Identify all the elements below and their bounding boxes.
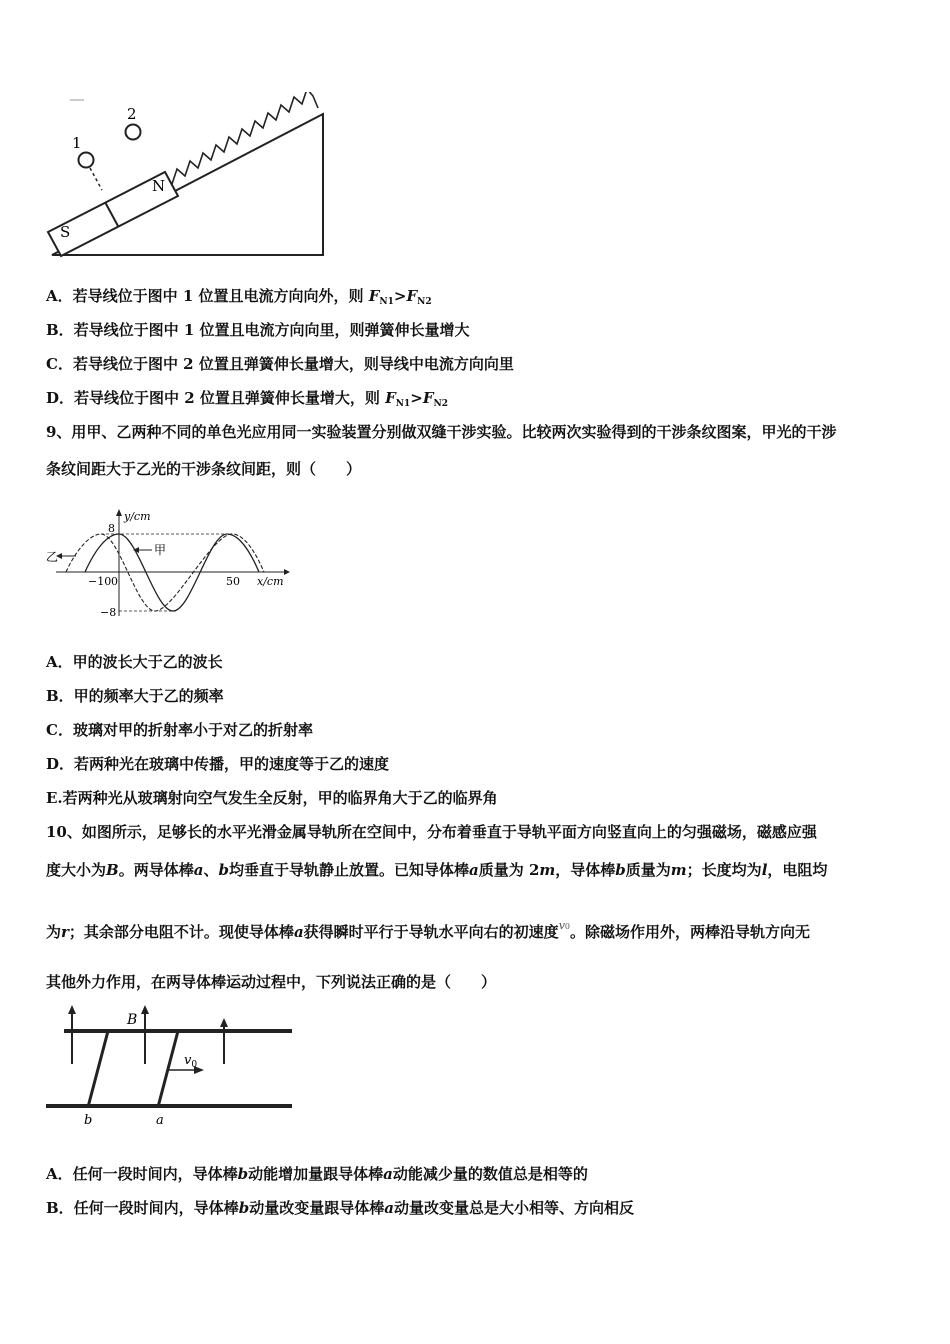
y-axis-label: y/cm (124, 510, 151, 523)
magnet-s-label: S (60, 223, 71, 241)
magnet-incline-figure (40, 92, 330, 262)
q8-option-c: C．若导线位于图中 2 位置且弹簧伸长量增大，则导线中电流方向向里 (46, 355, 514, 373)
q10-stem-line2: 度大小为B。两导体棒a、b均垂直于导轨静止放置。已知导体棒a质量为 2m，导体棒b质量为m；长度均为l，电阻均 (46, 861, 828, 879)
label-yi: 乙 (46, 550, 59, 564)
q8-option-d: D．若导线位于图中 2 位置且弹簧伸长量增大，则 $F_{N1}>F_{N2}$ (46, 389, 449, 409)
rod-a (158, 1031, 178, 1107)
q8-option-a: A．若导线位于图中 1 位置且电流方向向外，则 $F_{N1}>F_{N2}$ (46, 287, 432, 307)
tick-neg10: −10 (88, 575, 112, 588)
q9-option-d: D．若两种光在玻璃中传播，甲的速度等于乙的速度 (46, 755, 390, 773)
q9-option-c: C．玻璃对甲的折射率小于对乙的折射率 (46, 721, 313, 739)
rod-a-label: a (156, 1113, 164, 1128)
wire-position-1 (79, 153, 94, 168)
rails-figure (44, 1004, 296, 1132)
q10-option-b: B．任何一段时间内，导体棒b动量改变量跟导体棒a动量改变量总是大小相等、方向相反 (46, 1199, 634, 1217)
q9-stem-line2: 条纹间距大于乙光的干涉条纹间距，则（ ） (46, 460, 362, 478)
tick-neg8: −8 (100, 606, 117, 619)
wave-graph-figure (44, 506, 294, 624)
wire-label-1: 1 (72, 134, 82, 152)
label-jia: 甲 (154, 543, 167, 557)
bottom-rail (46, 1104, 292, 1108)
x-axis-label: x/cm (257, 575, 284, 588)
q9-option-a: A．甲的波长大于乙的波长 (46, 653, 223, 671)
wire-label-2: 2 (127, 105, 137, 123)
tick-0: 0 (111, 575, 118, 588)
q8-option-b: B．若导线位于图中 1 位置且电流方向向里，则弹簧伸长量增大 (46, 321, 470, 339)
q9-option-b: B．甲的频率大于乙的频率 (46, 687, 224, 705)
q10-stem-line3: 为r；其余部分电阻不计。现使导体棒a获得瞬时平行于导轨水平向右的初速度$^{v0}$。除磁场作用外，两棒沿导轨方向无 (46, 919, 811, 941)
tick-50: 50 (226, 575, 240, 588)
rod-b (88, 1031, 108, 1107)
tick-8: 8 (108, 522, 115, 535)
q10-option-a: A．任何一段时间内，导体棒b动能增加量跟导体棒a动能减少量的数值总是相等的 (46, 1165, 588, 1183)
b-field-label: B (127, 1012, 138, 1028)
wire-position-2 (126, 125, 141, 140)
rod-b-label: b (84, 1113, 93, 1128)
v0-label: $v_0$ (184, 1053, 198, 1070)
magnet-n-label: N (152, 177, 166, 195)
q9-option-e: E.若两种光从玻璃射向空气发生全反射，甲的临界角大于乙的临界角 (46, 789, 498, 807)
q10-stem-line1: 10、如图所示，足够长的水平光滑金属导轨所在空间中，分布着垂直于导轨平面方向竖直向上的匀强磁场，磁感应强 (46, 823, 817, 841)
q9-stem-line1: 9、用甲、乙两种不同的单色光应用同一实验装置分别做双缝干涉实验。比较两次实验得到的干涉条纹图案，甲光的干涉 (46, 423, 837, 441)
spring (172, 92, 318, 184)
q10-stem-line4: 其他外力作用，在两导体棒运动过程中，下列说法正确的是（ ） (46, 973, 497, 991)
